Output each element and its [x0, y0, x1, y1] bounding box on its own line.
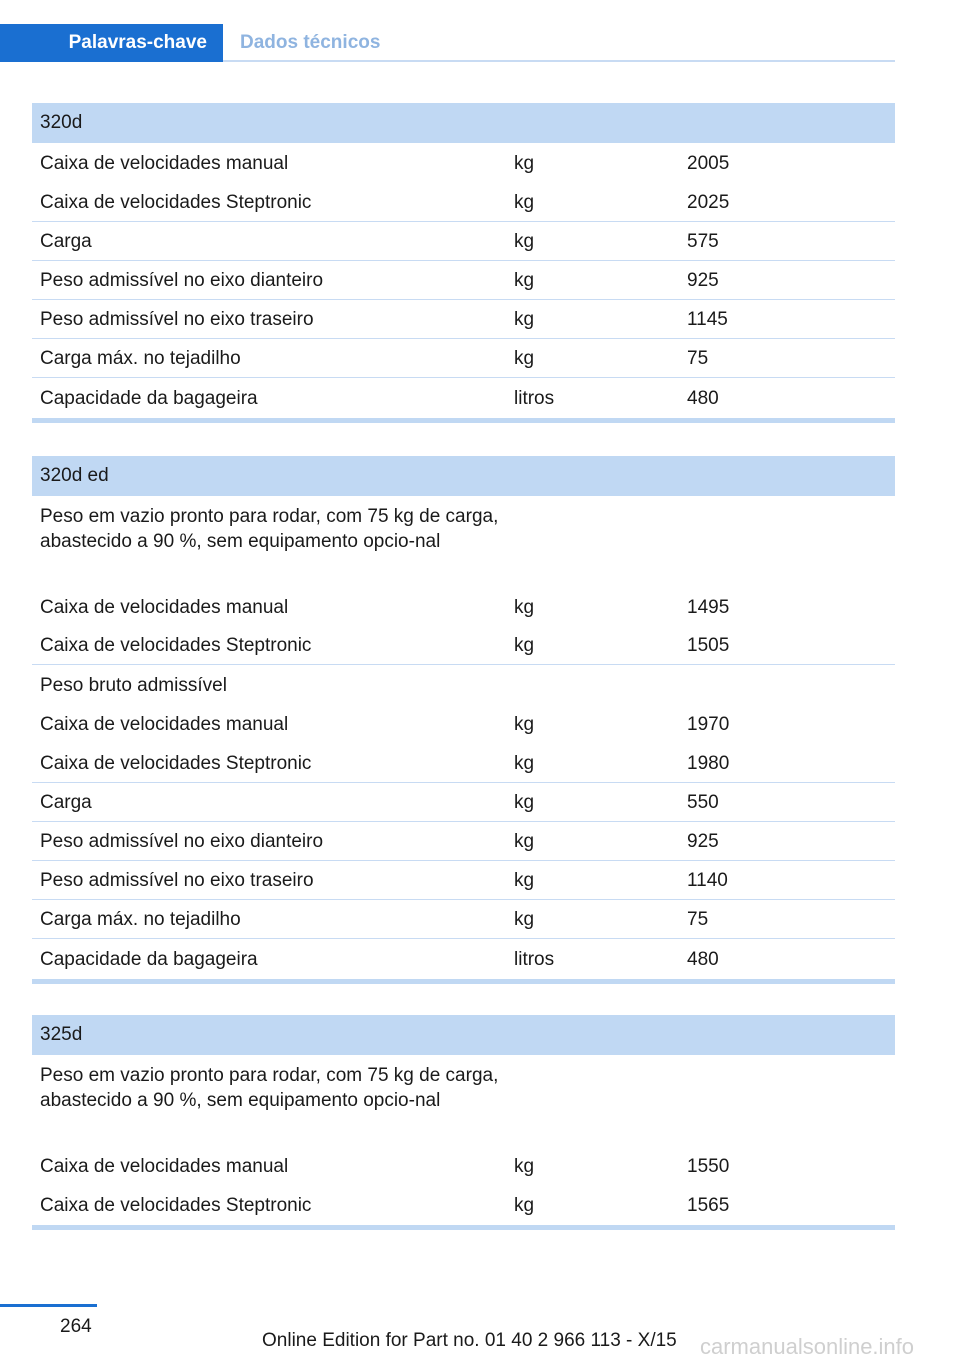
row-unit: litros [514, 387, 555, 409]
table-row [32, 1185, 895, 1225]
row-unit: kg [514, 1156, 535, 1177]
row-label: Caixa de velocidades manual [40, 597, 289, 618]
table-row [32, 744, 895, 783]
row-value: 575 [687, 230, 719, 252]
table-footer-bar [32, 1225, 895, 1230]
row-label: Capacidade da bagageira [40, 948, 258, 970]
row-label: Peso admissível no eixo dianteiro [40, 269, 324, 291]
table-row [32, 261, 895, 300]
spec-table-320d [32, 103, 895, 423]
row-unit: kg [514, 634, 535, 656]
row-label: Caixa de velocidades Steptronic [40, 634, 312, 656]
row-label: Peso admissível no eixo dianteiro [40, 830, 324, 852]
row-label: Capacidade da bagageira [40, 387, 258, 409]
row-label: Peso admissível no eixo traseiro [40, 308, 314, 330]
row-value: 480 [687, 948, 719, 970]
spec-table-325d [32, 1015, 895, 1230]
row-unit: kg [514, 1194, 535, 1216]
row-unit: kg [514, 752, 535, 774]
table-intro-row [32, 496, 895, 589]
row-label: Caixa de velocidades Steptronic [40, 1194, 312, 1216]
table-row [32, 861, 895, 900]
row-label: Caixa de velocidades Steptronic [40, 752, 312, 774]
table-row [32, 183, 895, 222]
row-unit: kg [514, 869, 535, 891]
row-value: 1145 [687, 308, 728, 330]
row-label: Caixa de velocidades manual [40, 152, 289, 174]
table-header: 320d [32, 103, 895, 143]
page-number-rule [0, 1304, 97, 1307]
table-header: 320d ed [32, 456, 895, 496]
row-unit: kg [514, 714, 535, 735]
watermark: carmanualsonline.info [700, 1334, 915, 1359]
table-row [32, 783, 895, 822]
row-value: 480 [687, 387, 719, 409]
table-row [32, 900, 895, 939]
row-label: Caixa de velocidades manual [40, 1156, 289, 1177]
row-unit: kg [514, 191, 535, 213]
row-value: 1505 [687, 634, 730, 656]
row-unit: litros [514, 948, 555, 970]
table-row [32, 222, 895, 261]
row-value: 1495 [687, 597, 730, 618]
table-header: 325d [32, 1015, 895, 1055]
row-label: Carga máx. no tejadilho [40, 908, 241, 930]
edition-footer: Online Edition for Part no. 01 40 2 966 113 - X/15 [262, 1330, 677, 1351]
nav-divider [223, 60, 895, 62]
row-value: 1550 [687, 1156, 730, 1177]
row-value: 925 [687, 269, 719, 291]
row-unit: kg [514, 269, 535, 291]
row-unit: kg [514, 308, 535, 330]
table-row [32, 665, 895, 705]
row-label: Caixa de velocidades Steptronic [40, 191, 312, 213]
row-value: 2025 [687, 191, 730, 213]
row-value: 75 [687, 908, 709, 930]
row-unit: kg [514, 830, 535, 852]
row-value: 1565 [687, 1194, 730, 1216]
row-label: Carga máx. no tejadilho [40, 347, 241, 369]
table-row [32, 143, 895, 183]
row-unit: kg [514, 347, 535, 369]
table-row [32, 939, 895, 979]
row-label: Peso bruto admissível [40, 674, 227, 696]
row-label: Caixa de velocidades manual [40, 714, 289, 735]
row-label: Peso admissível no eixo traseiro [40, 869, 314, 891]
tab-dados-tecnicos[interactable]: Dados técnicos [240, 32, 381, 53]
row-label: Carga [40, 230, 92, 252]
page-number: 264 [60, 1316, 92, 1337]
table-row [32, 339, 895, 378]
table-footer-bar [32, 979, 895, 984]
row-label: Peso em vazio pronto para rodar, com 75 kg de carga, abastecido a 90 %, sem equipamento opcio‐nal [40, 506, 499, 552]
row-value: 550 [687, 791, 719, 813]
row-unit: kg [514, 597, 535, 618]
row-label: Carga [40, 791, 92, 813]
spec-table-320d-ed [32, 456, 895, 984]
row-value: 1970 [687, 714, 730, 735]
row-unit: kg [514, 230, 535, 252]
tab-palavras-chave[interactable]: Palavras-chave [0, 24, 223, 62]
row-value: 1980 [687, 752, 730, 774]
table-row [32, 1148, 895, 1185]
row-value: 2005 [687, 152, 730, 174]
row-unit: kg [514, 152, 535, 174]
row-unit: kg [514, 791, 535, 813]
top-navigation [0, 24, 895, 62]
row-label: Peso em vazio pronto para rodar, com 75 kg de carga, abastecido a 90 %, sem equipamento opcio‐nal [40, 1065, 499, 1111]
table-row [32, 300, 895, 339]
table-row [32, 589, 895, 626]
table-row [32, 626, 895, 665]
row-value: 75 [687, 347, 709, 369]
table-row [32, 705, 895, 744]
table-intro-row [32, 1055, 895, 1148]
row-value: 1140 [687, 869, 728, 891]
table-row [32, 822, 895, 861]
table-footer-bar [32, 418, 895, 423]
row-unit: kg [514, 908, 535, 930]
row-value: 925 [687, 830, 719, 852]
table-row [32, 378, 895, 418]
